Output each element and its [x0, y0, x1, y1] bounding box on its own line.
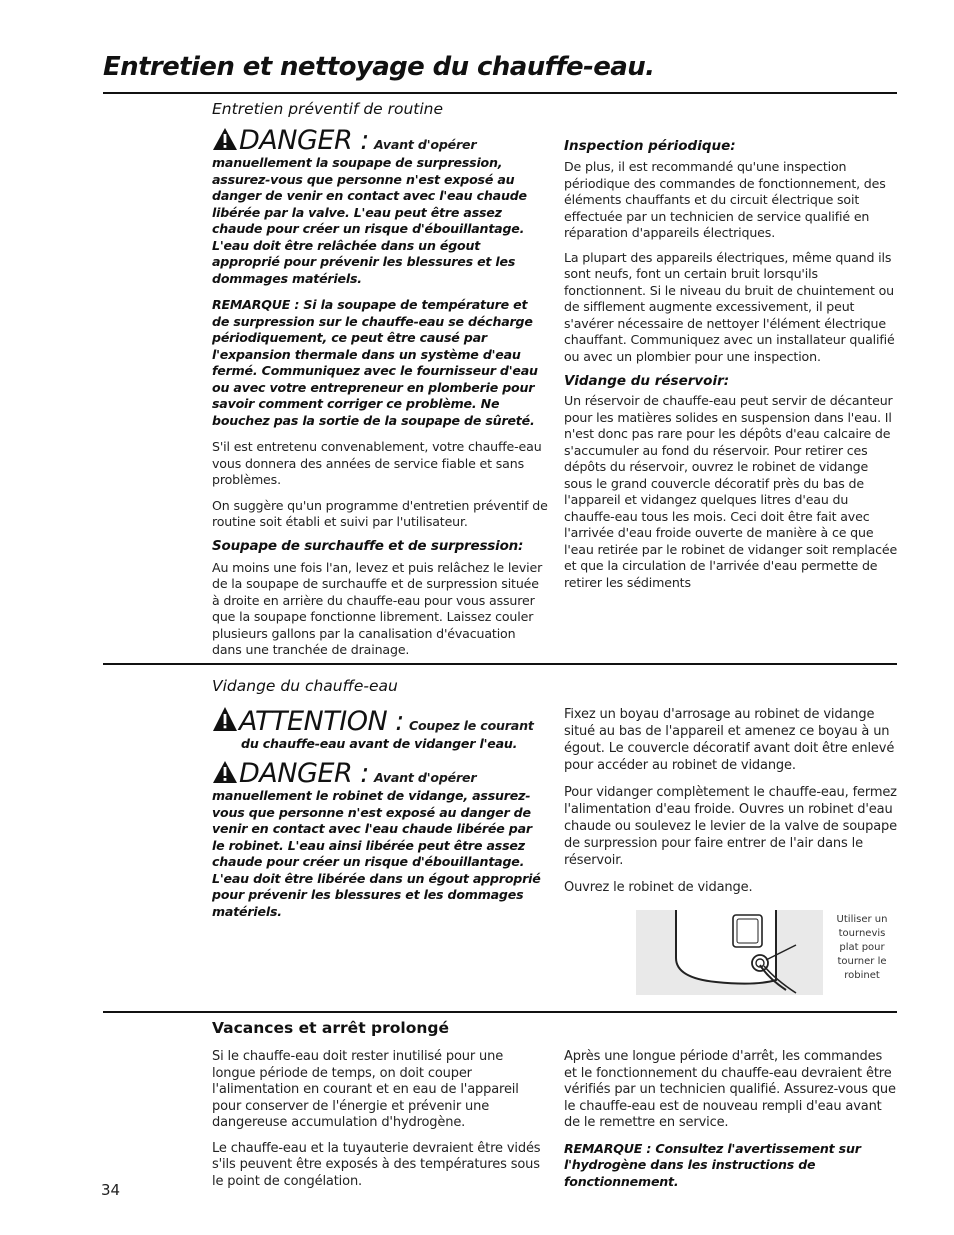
section-title-preventive: Entretien préventif de routine	[212, 100, 444, 118]
soupape-heading: Soupape de surchauffe et de surpression:	[212, 537, 524, 554]
danger-text: manuellement le robinet de vidange, assurez-vous que personne n'est exposé au danger de venir en contact avec l'eau chaude libérée par le robinet. L'eau ainsi libérée peut être assez chaude pour créer un risque d'ébouillantage. L'eau doit être libérée dans un égout approprié pour prévenir les blessures et les dommages matériels.	[212, 788, 541, 919]
attention-block	[212, 706, 548, 753]
inspection-text-2: La plupart des appareils électriques, même quand ils sont neufs, font un certain bruit lorsqu'ils fonctionnent. Si le niveau du bruit de chuintement ou de sifflement augmente excessivement, il peut s'avérer nécessaire de nettoyer l'élément électrique chauffant. Communiquez avec un installateur qualifié ou avec un plombier pour une inspection.	[564, 249, 895, 364]
danger-lead: Avant d'opérer	[373, 137, 477, 152]
paragraph-service: S'il est entretenu convenablement, votre chauffe-eau vous donnera des années de service fiable et sans problèmes.	[212, 439, 542, 487]
title-rule	[103, 92, 897, 94]
danger-block-1	[212, 127, 548, 659]
drain-text-2: Pour vidanger complètement le chauffe-eau, fermez l'alimentation d'eau froide. Ouvres un robinet d'eau chaude ou soulevez le levier de la valve de soupape de surpression pour faire entrer de l'air dans le réservoir.	[564, 785, 898, 868]
illustration-caption: Utiliser un tournevis plat pour tourner le robinet	[836, 914, 888, 981]
attention-text: du chauffe-eau avant de vidanger l'eau.	[241, 736, 518, 751]
danger-heading: DANGER :	[239, 125, 369, 156]
drain-text-3: Ouvrez le robinet de vidange.	[564, 880, 753, 895]
right-column-3	[564, 1049, 898, 1190]
inspection-text-1: De plus, il est recommandé qu'une inspection périodique des commandes de fonctionnement, des éléments chauffants et du circuit électrique soit effectuée par un technicien de service qualifié en réparation d'appareils électriques.	[564, 159, 886, 240]
vacation-text-1: Si le chauffe-eau doit rester inutilisé pour une longue période de temps, on doit couper l'alimentation en courant et en eau de l'appareil pour conserver de l'énergie et prévenir une dangereuse accumulation d'hydrogène.	[212, 1049, 519, 1130]
attention-heading: ATTENTION :	[239, 706, 404, 737]
vacation-text-2: Le chauffe-eau et la tuyauterie devraient être vidés s'ils peuvent être exposés à des températures sous le point de congélation.	[212, 1140, 541, 1189]
section-title-drain: Vidange du chauffe-eau	[212, 677, 398, 695]
vidange-reservoir-heading: Vidange du réservoir:	[564, 373, 730, 389]
danger-block-2	[212, 760, 548, 920]
soupape-text: Au moins une fois l'an, levez et puis relâchez le levier de la soupape de surchauffe et de surpression située à droite en arrière du chauffe-eau pour vous assurer que la soupape fonctionne librement. Laissez couler plusieurs gallons par la canalisation d'évacuation dans une tranchée de drainage.	[212, 559, 543, 657]
warning-triangle-icon	[212, 127, 238, 155]
right-column-1	[564, 138, 898, 591]
section-title-vacation: Vacances et arrêt prolongé	[212, 1019, 449, 1037]
danger-text: manuellement la soupape de surpression, assurez-vous que personne n'est exposé au danger de venir en contact avec l'eau chaude libérée par la valve. L'eau peut être assez chaude pour créer un risque d'ébouillantage. L'eau doit être relâchée dans un égout approprié pour prévenir les blessures et les dommages matériels.	[212, 155, 527, 286]
hydrogen-remarque: REMARQUE : Consultez l'avertissement sur l'hydrogène dans les instructions de fonctionnement.	[564, 1140, 861, 1189]
vidange-reservoir-text: Un réservoir de chauffe-eau peut servir de décanteur pour les matières solides en suspension dans l'eau. Il n'est donc pas rare pour les dépôts d'eau calcaire de s'accumuler au fond du réservoir. Pour retirer ces dépôts du réservoir, ouvrez le robinet de vidange sous le grand couvercle décoratif près du bas de l'appareil et vidangez quelques litres d'eau du chauffe-eau tous les mois. Ceci doit être fait avec l'arrivée d'eau froide ouverte de manière à ce que l'eau retirée par le robinet de vidanger soit remplacée et que la circulation de l'arrivée d'eau permette de retirer les sédiments	[564, 393, 898, 590]
paragraph-program: On suggère qu'un programme d'entretien préventif de routine soit établi et suivi par l'utilisateur.	[212, 497, 548, 529]
inspection-heading: Inspection périodique:	[564, 138, 736, 154]
right-column-2	[564, 706, 898, 896]
vacation-text-3: Après une longue période d'arrêt, les commandes et le fonctionnement du chauffe-eau devraient être vérifiés par un technicien qualifié. Assurez-vous que le chauffe-eau est de nouveau rempli d'eau avant de le remettre en service.	[564, 1049, 896, 1130]
left-column-3	[212, 1049, 548, 1190]
warning-triangle-icon	[212, 706, 238, 736]
warning-triangle-icon	[212, 760, 238, 788]
drain-text-1: Fixez un boyau d'arrosage au robinet de vidange situé au bas de l'appareil et amenez ce boyau à un égout. Le couvercle décoratif avant doit être enlevé pour accéder au robinet de vidange.	[564, 707, 895, 773]
page-title: Entretien et nettoyage du chauffe-eau.	[103, 52, 655, 82]
page-number: 34	[101, 1181, 121, 1199]
section-rule-2	[103, 1011, 897, 1013]
attention-lead: Coupez le courant	[408, 718, 534, 733]
remarque-text: REMARQUE : Si la soupape de température et de surpression sur le chauffe-eau se décharge périodiquement, ce peut être causé par l'expansion thermale dans un système d'eau fermé. Communiquez avec le fournisseur d'eau ou avec votre entrepreneur en plomberie pour savoir comment corriger ce problème. Ne bouchez pas la sortie de la soupape de sûreté.	[212, 297, 538, 428]
section-rule-1	[103, 663, 897, 665]
danger-lead: Avant d'opérer	[373, 770, 477, 785]
danger-heading: DANGER :	[239, 758, 369, 789]
drain-valve-illustration	[636, 910, 823, 995]
